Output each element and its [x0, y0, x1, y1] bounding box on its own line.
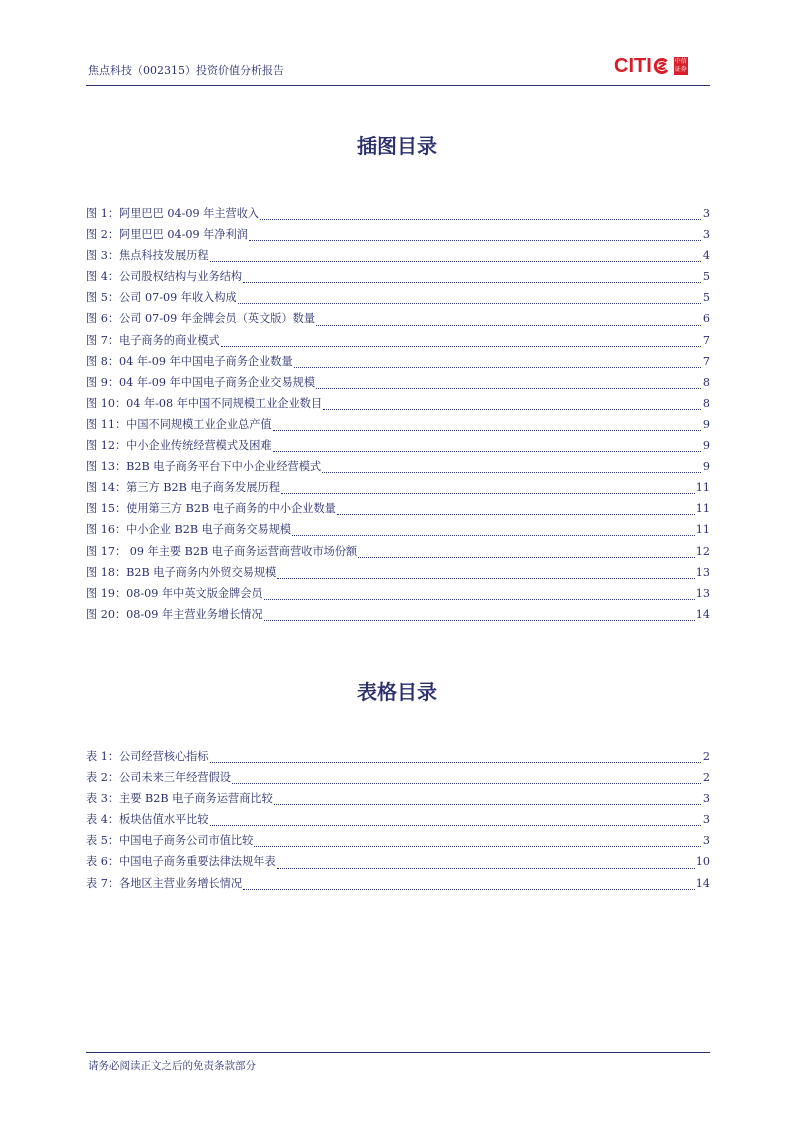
- table-toc-entry-page: 3: [702, 792, 710, 806]
- figure-toc-entry-label: 图 9：04 年-09 年中国电子商务企业交易规模: [86, 375, 316, 389]
- figure-toc-entry-page: 14: [695, 607, 710, 621]
- dot-leader: [249, 240, 701, 241]
- logo-box-bottom: 证券: [674, 66, 687, 73]
- figures-toc-list: [86, 205, 710, 627]
- dot-leader: [243, 282, 701, 283]
- figure-toc-entry[interactable]: [86, 606, 710, 627]
- figure-toc-entry-page: 11: [695, 523, 710, 537]
- dot-leader: [210, 825, 701, 826]
- figure-toc-entry[interactable]: [86, 374, 710, 395]
- table-toc-entry-page: 2: [702, 771, 710, 785]
- figure-toc-entry-label: 图 17： 09 年主要 B2B 电子商务运营商营收市场份额: [86, 544, 358, 558]
- figure-toc-entry-label: 图 6：公司 07-09 年金牌会员（英文版）数量: [86, 312, 316, 326]
- dot-leader: [277, 868, 695, 869]
- figure-toc-entry[interactable]: [86, 521, 710, 542]
- figure-toc-entry-page: 5: [702, 291, 710, 305]
- figure-toc-entry-label: 图 10：04 年-08 年中国不同规模工业企业数目: [86, 396, 323, 410]
- figure-toc-entry-label: 图 12：中小企业传统经营模式及困难: [86, 439, 272, 453]
- dot-leader: [323, 409, 701, 410]
- figure-toc-entry-page: 9: [702, 417, 710, 431]
- figure-toc-entry-label: 图 13：B2B 电子商务平台下中小企业经营模式: [86, 460, 322, 474]
- report-title: 焦点科技（002315）投资价值分析报告: [88, 64, 284, 77]
- dot-leader: [264, 599, 695, 600]
- table-toc-entry[interactable]: [86, 875, 710, 896]
- figure-toc-entry[interactable]: [86, 564, 710, 585]
- figure-toc-entry[interactable]: [86, 500, 710, 521]
- figure-toc-entry[interactable]: [86, 353, 710, 374]
- dot-leader: [232, 783, 701, 784]
- footer-disclaimer: 请务必阅读正文之后的免责条款部分: [88, 1060, 256, 1072]
- figure-toc-entry[interactable]: [86, 247, 710, 268]
- table-toc-entry[interactable]: [86, 853, 710, 874]
- figure-toc-entry[interactable]: [86, 479, 710, 500]
- logo-swirl-icon: [653, 57, 671, 75]
- table-toc-entry-page: 2: [702, 750, 710, 763]
- dot-leader: [358, 557, 695, 558]
- dot-leader: [243, 889, 695, 890]
- tables-toc-list: [86, 748, 710, 896]
- dot-leader: [273, 430, 701, 431]
- table-toc-entry-label: 表 6：中国电子商务重要法律法规年表: [86, 855, 276, 869]
- figure-toc-entry[interactable]: [86, 332, 710, 353]
- figure-toc-entry-label: 图 18：B2B 电子商务内外贸交易规模: [86, 565, 277, 579]
- table-toc-entry-label: 表 1：公司经营核心指标: [86, 750, 209, 763]
- figure-toc-entry[interactable]: [86, 437, 710, 458]
- table-toc-entry[interactable]: [86, 790, 710, 811]
- figure-toc-entry-label: 图 8：04 年-09 年中国电子商务企业数量: [86, 354, 293, 368]
- figure-toc-entry-page: 3: [702, 207, 710, 220]
- figure-toc-entry[interactable]: [86, 310, 710, 331]
- figure-toc-entry-page: 8: [702, 396, 710, 410]
- figure-toc-entry-page: 11: [695, 502, 710, 516]
- figure-toc-entry-label: 图 2：阿里巴巴 04-09 年净利润: [86, 228, 248, 242]
- figure-toc-entry-label: 图 16：中小企业 B2B 电子商务交易规模: [86, 523, 292, 537]
- figure-toc-entry-page: 9: [702, 439, 710, 453]
- figure-toc-entry-page: 13: [695, 586, 710, 600]
- figure-toc-entry-page: 6: [702, 312, 710, 326]
- dot-leader: [292, 535, 695, 536]
- dot-leader: [254, 846, 701, 847]
- table-toc-entry-page: 10: [695, 855, 710, 869]
- table-toc-entry-label: 表 4：板块估值水平比较: [86, 813, 209, 827]
- table-toc-entry-label: 表 5：中国电子商务公司市值比较: [86, 834, 254, 848]
- dot-leader: [238, 303, 701, 304]
- dot-leader: [273, 451, 701, 452]
- dot-leader: [337, 514, 695, 515]
- figure-toc-entry[interactable]: [86, 416, 710, 437]
- dot-leader: [221, 346, 701, 347]
- figure-toc-entry[interactable]: [86, 268, 710, 289]
- logo-box-top: 中信: [674, 58, 687, 65]
- figure-toc-entry-page: 9: [702, 460, 710, 474]
- logo-text: CITI: [614, 55, 652, 77]
- table-toc-entry[interactable]: [86, 811, 710, 832]
- figure-toc-entry-page: 13: [695, 565, 710, 579]
- figure-toc-entry[interactable]: [86, 226, 710, 247]
- figure-toc-entry[interactable]: [86, 395, 710, 416]
- figure-toc-entry-page: 12: [695, 544, 710, 558]
- figure-toc-entry-page: 11: [695, 481, 710, 495]
- figure-toc-entry-label: 图 3：焦点科技发展历程: [86, 249, 209, 263]
- dot-leader: [281, 493, 695, 494]
- tables-toc-title: 表格目录: [357, 680, 437, 704]
- figure-toc-entry-page: 7: [702, 333, 710, 347]
- logo-box: [674, 57, 688, 75]
- dot-leader: [210, 261, 701, 262]
- table-toc-entry-label: 表 2：公司未来三年经营假设: [86, 771, 231, 785]
- dot-leader: [274, 804, 701, 805]
- figure-toc-entry-label: 图 14：第三方 B2B 电子商务发展历程: [86, 481, 280, 495]
- table-toc-entry-label: 表 7：各地区主营业务增长情况: [86, 876, 243, 890]
- figure-toc-entry[interactable]: [86, 543, 710, 564]
- figure-toc-entry-page: 7: [702, 354, 710, 368]
- dot-leader: [294, 367, 701, 368]
- table-toc-entry-label: 表 3：主要 B2B 电子商务运营商比较: [86, 792, 273, 806]
- figure-toc-entry[interactable]: [86, 585, 710, 606]
- table-toc-entry[interactable]: [86, 832, 710, 853]
- figure-toc-entry-label: 图 15：使用第三方 B2B 电子商务的中小企业数量: [86, 502, 336, 516]
- figure-toc-entry-label: 图 1：阿里巴巴 04-09 年主营收入: [86, 207, 260, 220]
- figure-toc-entry-page: 3: [702, 228, 710, 242]
- figure-toc-entry-page: 8: [702, 375, 710, 389]
- dot-leader: [322, 472, 701, 473]
- table-toc-entry-page: 14: [695, 876, 710, 890]
- dot-leader: [277, 578, 694, 579]
- figure-toc-entry-page: 5: [702, 270, 710, 284]
- dot-leader: [316, 388, 701, 389]
- table-toc-entry[interactable]: [86, 769, 710, 790]
- table-toc-entry-page: 3: [702, 834, 710, 848]
- dot-leader: [316, 325, 701, 326]
- figure-toc-entry[interactable]: [86, 458, 710, 479]
- table-toc-entry-page: 3: [702, 813, 710, 827]
- footer-divider: [86, 1052, 710, 1053]
- figure-toc-entry-label: 图 19：08-09 年中英文版金牌会员: [86, 586, 263, 600]
- figure-toc-entry[interactable]: [86, 205, 710, 226]
- dot-leader: [260, 219, 701, 220]
- figure-toc-entry-label: 图 11：中国不同规模工业企业总产值: [86, 417, 272, 431]
- figure-toc-entry-label: 图 4：公司股权结构与业务结构: [86, 270, 243, 284]
- figures-toc-title: 插图目录: [357, 134, 437, 158]
- figure-toc-entry-label: 图 20：08-09 年主营业务增长情况: [86, 607, 263, 621]
- dot-leader: [264, 620, 695, 621]
- figure-toc-entry-label: 图 5：公司 07-09 年收入构成: [86, 291, 237, 305]
- table-toc-entry[interactable]: [86, 748, 710, 769]
- figure-toc-entry[interactable]: [86, 289, 710, 310]
- dot-leader: [210, 762, 701, 763]
- figure-toc-entry-page: 4: [702, 249, 710, 263]
- header-divider: [86, 85, 710, 86]
- citics-logo: [614, 55, 688, 77]
- figure-toc-entry-label: 图 7：电子商务的商业模式: [86, 333, 220, 347]
